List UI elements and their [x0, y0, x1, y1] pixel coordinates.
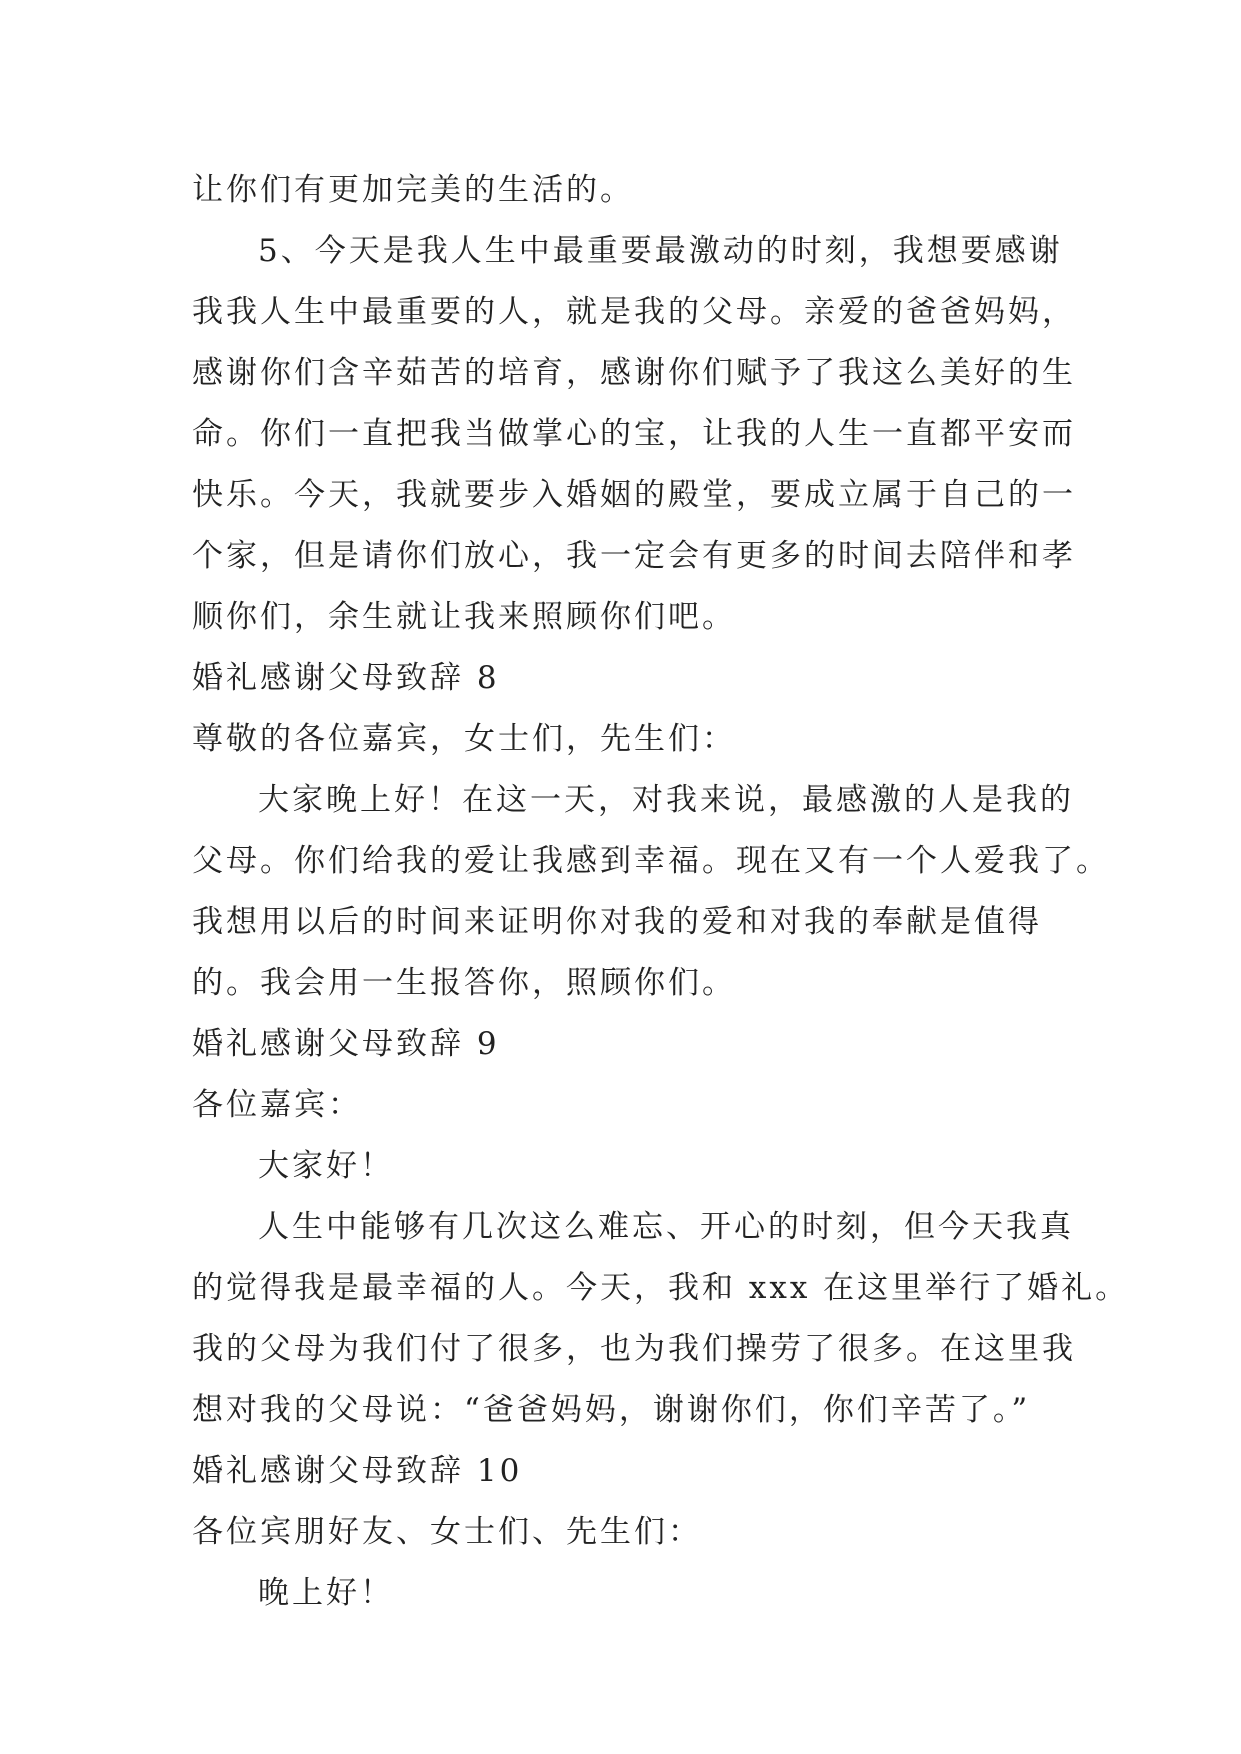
paragraph-line: 个家，但是请你们放心，我一定会有更多的时间去陪伴和孝 — [192, 538, 1076, 574]
section-heading: 婚礼感谢父母致辞 10 — [192, 1453, 523, 1489]
paragraph-line: 我我人生中最重要的人，就是我的父母。亲爱的爸爸妈妈， — [192, 294, 1076, 330]
paragraph-line: 的觉得我是最幸福的人。今天，我和 xxx 在这里举行了婚礼。 — [192, 1270, 1130, 1306]
greeting-line: 大家好！ — [258, 1148, 394, 1184]
salutation-line: 各位嘉宾： — [192, 1087, 362, 1123]
paragraph-line: 父母。你们给我的爱让我感到幸福。现在又有一个人爱我了。 — [192, 843, 1110, 879]
paragraph-line: 让你们有更加完美的生活的。 — [192, 172, 634, 208]
paragraph-line: 5、今天是我人生中最重要最激动的时刻，我想要感谢 — [258, 233, 1063, 269]
paragraph-line: 命。你们一直把我当做掌心的宝，让我的人生一直都平安而 — [192, 416, 1076, 452]
paragraph-line: 感谢你们含辛茹苦的培育，感谢你们赋予了我这么美好的生 — [192, 355, 1076, 391]
paragraph-line: 顺你们，余生就让我来照顾你们吧。 — [192, 599, 736, 635]
paragraph-line: 快乐。今天，我就要步入婚姻的殿堂，要成立属于自己的一 — [192, 477, 1076, 513]
paragraph-line: 人生中能够有几次这么难忘、开心的时刻，但今天我真 — [258, 1209, 1074, 1245]
salutation-line: 各位宾朋好友、女士们、先生们： — [192, 1514, 702, 1550]
section-heading: 婚礼感谢父母致辞 8 — [192, 660, 500, 696]
paragraph-line: 我的父母为我们付了很多，也为我们操劳了很多。在这里我 — [192, 1331, 1076, 1367]
section-heading: 婚礼感谢父母致辞 9 — [192, 1026, 500, 1062]
paragraph-line: 想对我的父母说：“爸爸妈妈，谢谢你们，你们辛苦了。” — [192, 1392, 1031, 1428]
greeting-line: 晚上好！ — [258, 1575, 394, 1611]
paragraph-line: 我想用以后的时间来证明你对我的爱和对我的奉献是值得 — [192, 904, 1042, 940]
salutation-line: 尊敬的各位嘉宾，女士们，先生们： — [192, 721, 736, 757]
paragraph-line: 大家晚上好！在这一天，对我来说，最感激的人是我的 — [258, 782, 1074, 818]
document-body — [192, 160, 1130, 1624]
paragraph-line: 的。我会用一生报答你，照顾你们。 — [192, 965, 736, 1001]
